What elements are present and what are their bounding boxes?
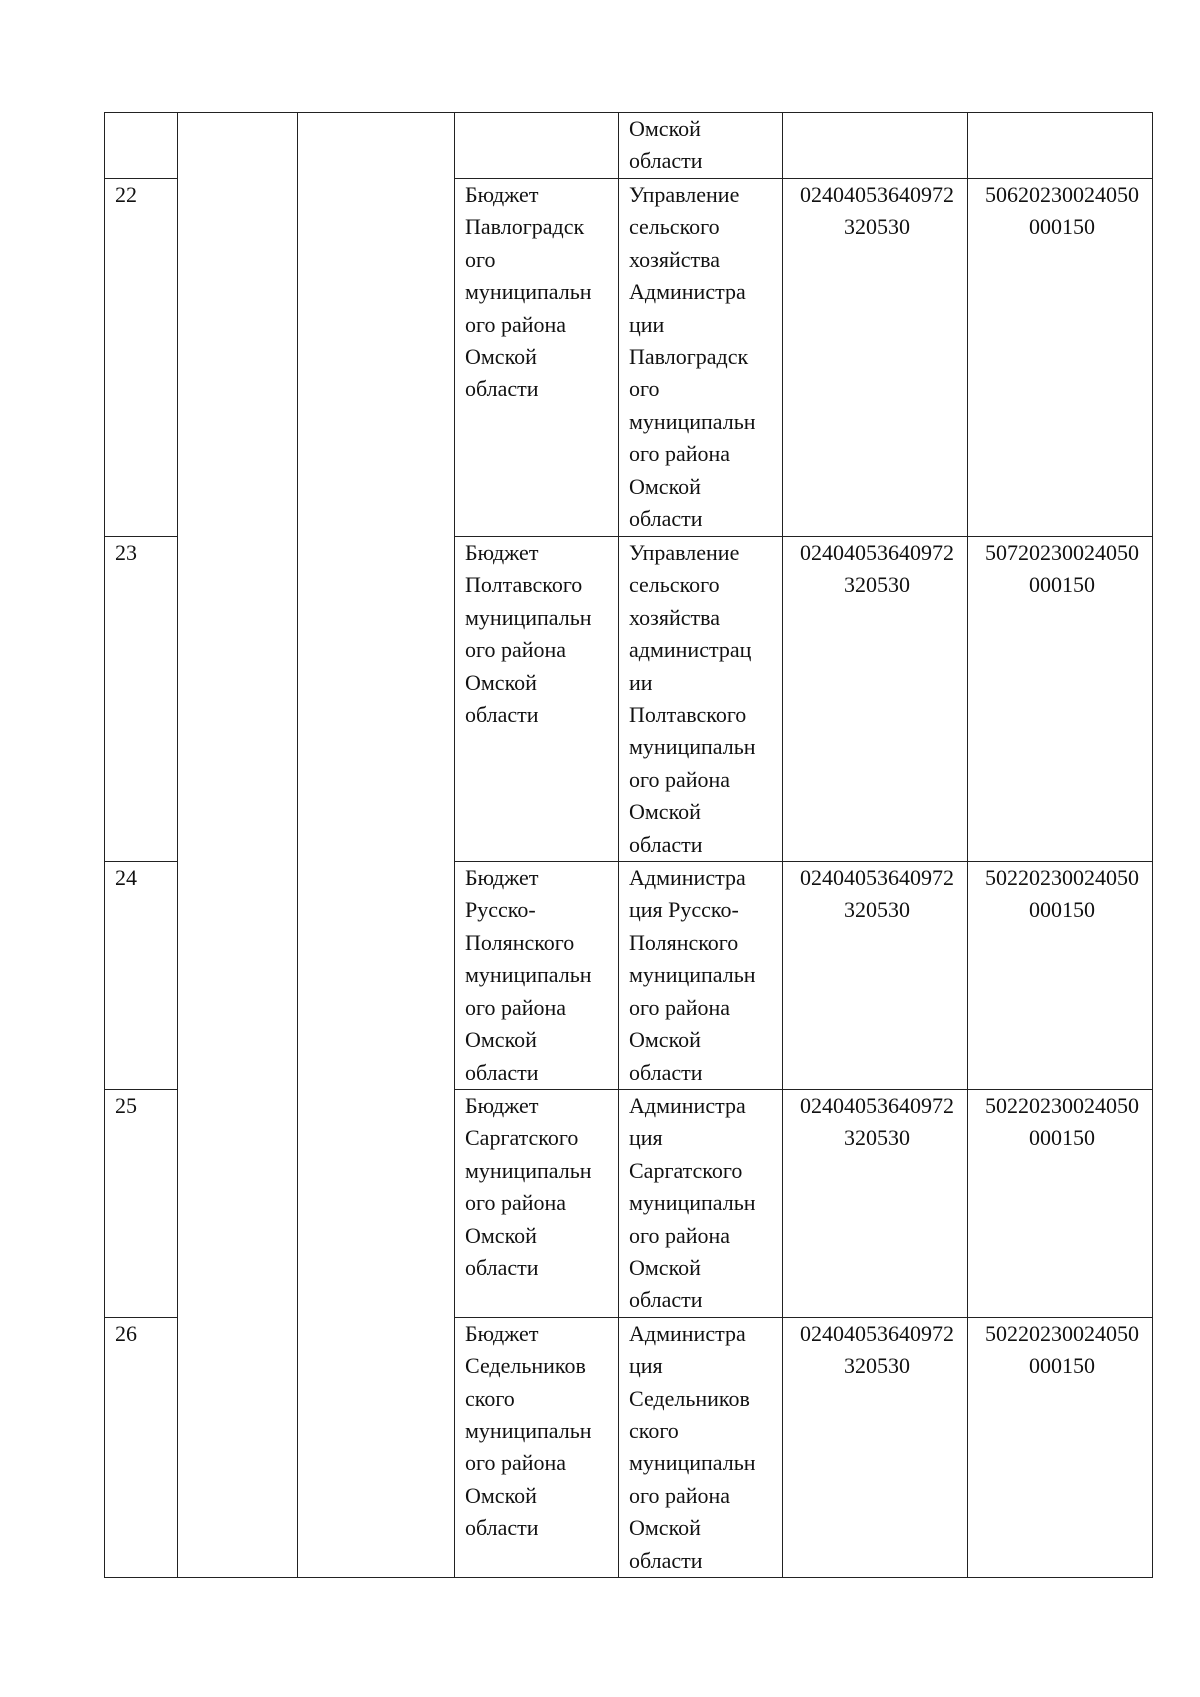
code1-cell xyxy=(783,862,968,1090)
row-number: 24 xyxy=(115,865,137,891)
table-row-continuation xyxy=(105,113,1153,179)
row-number: 23 xyxy=(115,540,137,565)
code1-text: 02404053640972 320530 xyxy=(800,182,954,240)
budget-cell xyxy=(455,179,619,537)
code2-cell xyxy=(968,537,1153,862)
code2-cell xyxy=(968,179,1153,537)
budget-text: Бюджет Русско- Полянского муниципальн ого района Омской области xyxy=(465,865,592,1085)
row-number-cell xyxy=(105,179,178,537)
row-number: 22 xyxy=(115,182,137,207)
merged-column-2 xyxy=(178,113,298,1578)
budget-text: Бюджет Полтавского муниципальн ого района Омской области xyxy=(465,540,592,728)
row-number: 26 xyxy=(115,1320,137,1346)
budget-cell xyxy=(455,1089,619,1317)
code2-text: 50220230024050 000150 xyxy=(985,1092,1139,1151)
recipient-text: Администра ция Русско- Полянского муниципальн ого района Омской области xyxy=(629,865,756,1085)
budget-cell xyxy=(455,862,619,1090)
code1-cell xyxy=(783,113,968,179)
code2-cell xyxy=(968,862,1153,1090)
budget-transfer-table xyxy=(104,112,1153,1578)
recipient-cell xyxy=(619,113,783,179)
code2-text: 50220230024050 000150 xyxy=(985,865,1139,923)
budget-cell xyxy=(455,537,619,862)
recipient-text: Управление сельского хозяйства Администра ции Павлоградск ого муниципальн ого района Омской области xyxy=(629,182,756,532)
recipient-text: Администра ция Саргатского муниципальн ого района Омской области xyxy=(629,1092,756,1313)
recipient-text: Управление сельского хозяйства администрац ии Полтавского муниципальн ого района Омской области xyxy=(629,540,756,857)
merged-column-3 xyxy=(298,113,455,1578)
recipient-text: Администра ция Седельников ского муниципальн ого района Омской области xyxy=(629,1320,756,1573)
budget-text: Бюджет Саргатского муниципальн ого района Омской области xyxy=(465,1092,592,1280)
row-number-cell xyxy=(105,862,178,1090)
code2-text: 50220230024050 000150 xyxy=(985,1320,1139,1379)
code1-text: 02404053640972 320530 xyxy=(800,1092,954,1151)
code1-cell xyxy=(783,1317,968,1577)
code1-cell xyxy=(783,179,968,537)
code1-text: 02404053640972 320530 xyxy=(800,1320,954,1379)
code2-cell xyxy=(968,1317,1153,1577)
recipient-cell xyxy=(619,179,783,537)
code1-text: 02404053640972 320530 xyxy=(800,540,954,598)
row-number-cell xyxy=(105,113,178,179)
row-number-cell xyxy=(105,537,178,862)
code2-text: 50720230024050 000150 xyxy=(985,540,1139,598)
code1-text: 02404053640972 320530 xyxy=(800,865,954,923)
recipient-cell xyxy=(619,862,783,1090)
code2-cell xyxy=(968,113,1153,179)
recipient-text: Омской области xyxy=(629,116,703,174)
row-number: 25 xyxy=(115,1092,137,1118)
recipient-cell xyxy=(619,537,783,862)
budget-cell xyxy=(455,113,619,179)
budget-text: Бюджет Седельников ского муниципальн ого района Омской области xyxy=(465,1320,592,1541)
code1-cell xyxy=(783,537,968,862)
recipient-cell xyxy=(619,1317,783,1577)
code1-cell xyxy=(783,1089,968,1317)
code2-cell xyxy=(968,1089,1153,1317)
row-number-cell xyxy=(105,1317,178,1577)
budget-cell xyxy=(455,1317,619,1577)
row-number-cell xyxy=(105,1089,178,1317)
budget-text: Бюджет Павлоградск ого муниципальн ого района Омской области xyxy=(465,182,592,402)
code2-text: 50620230024050 000150 xyxy=(985,182,1139,240)
recipient-cell xyxy=(619,1089,783,1317)
